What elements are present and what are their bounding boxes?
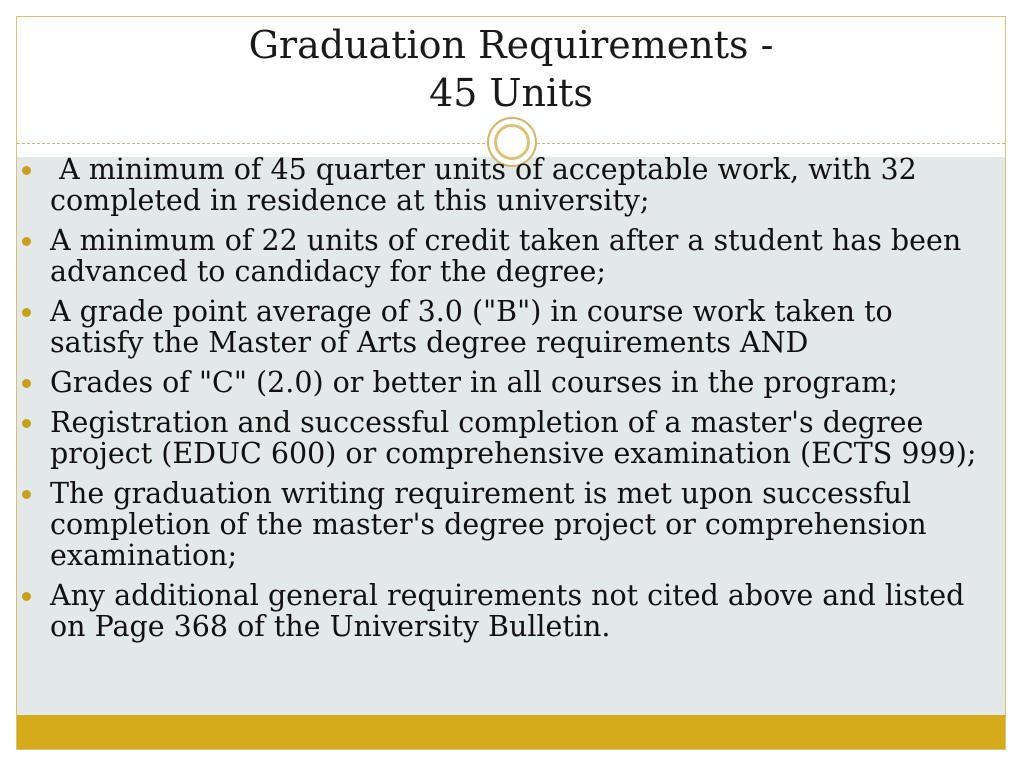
list-item-text: A grade point average of 3.0 ("B") in course work taken to satisfy the Master of Arts degree requirements AND xyxy=(50,295,893,359)
list-item-text: Registration and successful completion of a master's degree project (EDUC 600) or comprehensive examination (ECTS 999); xyxy=(50,406,977,470)
title-line-2: 45 Units xyxy=(429,71,593,115)
list-item xyxy=(22,580,978,642)
list-item-text: Grades of "C" (2.0) or better in all courses in the program; xyxy=(50,366,898,399)
bullet-icon xyxy=(22,237,31,246)
list-item xyxy=(22,154,978,216)
bullet-icon xyxy=(22,592,31,601)
list-item xyxy=(22,225,978,287)
bullet-icon xyxy=(22,166,31,175)
list-item-text: A minimum of 22 units of credit taken after a student has been advanced to candidacy for the degree; xyxy=(50,224,962,288)
list-item-text: The graduation writing requirement is met upon successful completion of the master's degree project or comprehension examination; xyxy=(50,477,927,572)
list-item xyxy=(22,296,978,358)
slide-title xyxy=(17,21,1005,117)
title-line-1: Graduation Requirements - xyxy=(248,23,774,67)
list-item-text: A minimum of 45 quarter units of acceptable work, with 32 completed in residence at this university; xyxy=(50,153,926,217)
bullet-icon xyxy=(22,379,31,388)
bullet-icon xyxy=(22,419,31,428)
requirements-list xyxy=(22,154,978,651)
list-item-text: Any additional general requirements not cited above and listed on Page 368 of the University Bulletin. xyxy=(50,579,965,643)
bullet-icon xyxy=(22,490,31,499)
list-item xyxy=(22,478,978,571)
bullet-icon xyxy=(22,308,31,317)
list-item xyxy=(22,367,978,398)
footer-bar xyxy=(17,715,1005,749)
list-item xyxy=(22,407,978,469)
